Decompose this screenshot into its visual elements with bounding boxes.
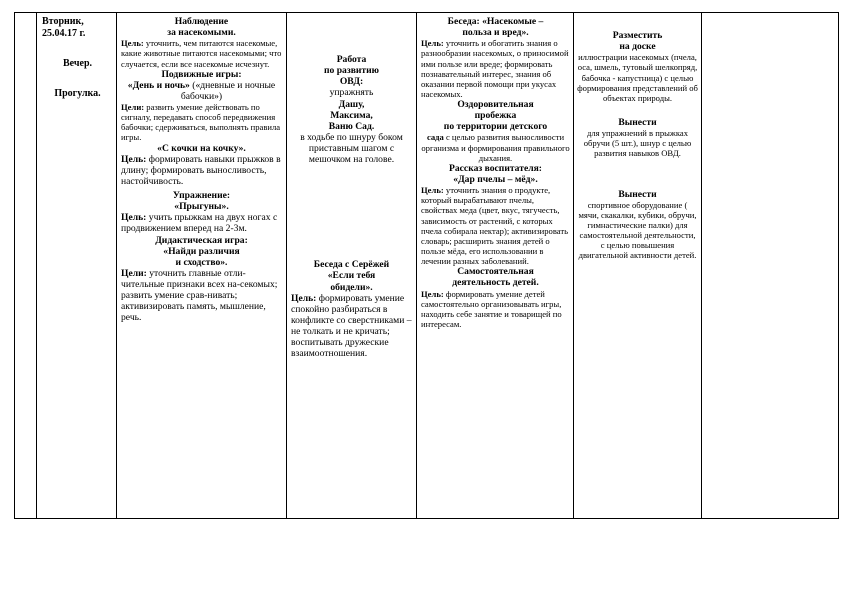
day-label: Вторник, xyxy=(42,16,84,27)
walk-label: Прогулка. xyxy=(54,87,101,99)
health-run-text: сада с целью развития выносливости организма и формирования правильного дыхания. xyxy=(421,132,570,163)
exercise-goal: Цель: учить прыжкам на двух ногах с продвижением вперед на 2-3м. xyxy=(121,212,278,235)
teacher-story-title: Рассказ воспитателя: «Дар пчелы – мёд». xyxy=(449,162,542,186)
column-date xyxy=(37,12,117,518)
place-title: Разместить на доске xyxy=(612,30,663,53)
self-activity-title: Самостоятельная деятельность детей. xyxy=(452,266,539,289)
ovd-work-text: в ходьбе по шнуру боком приставным шагом с мешочком на голове. xyxy=(300,131,403,166)
game2-title: «С кочки на кочку». xyxy=(157,142,246,154)
mobile-games-title: Подвижные игры: xyxy=(161,68,242,80)
bring-equipment-title: Вынести xyxy=(618,188,657,200)
evening-label: Вечер. xyxy=(63,58,92,69)
place-text: иллюстрации насекомых (пчела, оса, шмель, тутовый шелкопряд, бабочка - капустница) с целью формирования представлений об объектах природы. xyxy=(577,52,698,103)
teacher-story-goal: Цель: уточнить знания о продукте, который вырабатывают пчелы, свойствах меда (цвет, вкус, тягучесть, зависимость от растений, с которых пчела собирала нектар); активизировать словарь; расширить знания детей о пользе мёда, его использовании в лечении разных заболеваний. xyxy=(421,185,569,267)
didactic-game-title: Дидактическая игра: «Найди различия и сходство». xyxy=(155,234,248,268)
didactic-game-goal: Цели: уточнить главные отли-чительные признаки всех на-секомых; развить умение срав-нивать; активизировать память, мышление, речь. xyxy=(121,267,278,324)
talk-serezha-title: Беседа с Серёжей «Если тебя обидели». xyxy=(313,259,390,293)
plan-table xyxy=(14,12,839,520)
game2-goal: Цель: формировать навыки прыжков в длину; формировать выносливость, настойчивость. xyxy=(121,153,281,187)
column-environment xyxy=(574,12,702,518)
bring-hoops-text: для упражнений в прыжках обручи (5 шт.), шнур с целью развития навыков ОВД. xyxy=(583,128,692,159)
ovd-work-title: Работа по развитию ОВД: упражнять Дашу, Максима, Ваню Сад. xyxy=(324,54,379,132)
health-run-title: Оздоровительная пробежка по территории детского xyxy=(443,99,548,133)
insects-talk-title: Беседа: «Насекомые – польза и вред». xyxy=(447,16,544,39)
exercise-title: Упражнение: «Прыгуны». xyxy=(172,190,231,213)
column-group-activities xyxy=(117,12,287,518)
self-activity-goal: Цель: формировать умение детей самостоятельно организовывать игры, находить себе занятие и товарищей по интересам. xyxy=(421,288,562,329)
game1-goal: Цели: развить умение действовать по сигналу, передавать способ передвижения бабочки; сдерживаться, выполнять правила игры. xyxy=(121,102,281,143)
column-empty-left xyxy=(14,12,37,518)
column-individual-work xyxy=(287,12,417,518)
observation-goal: Цель: уточнить, чем питаются насекомые, какие животные питаются насекомыми; что случается, если все насекомые исчезнут. xyxy=(121,38,282,69)
observation-title: Наблюдение за насекомыми. xyxy=(167,16,236,39)
bring-hoops-title: Вынести xyxy=(618,116,657,128)
bring-equipment-text: спортивное оборудование ( мячи, скакалки, кубики, обручи, гимнастические палки) для самостоятельной деятельности, с целью повышения двигательной активности детей. xyxy=(578,199,697,261)
insects-talk-goal: Цель: уточнить и обогатить знания о разнообразии насекомых, о приносимой ими пользе или вреде; формировать познавательный интерес, знания об оказании первой помощи при укусах насекомых. xyxy=(421,38,569,99)
column-educational-activities xyxy=(417,12,574,518)
date-label: 25.04.17 г. xyxy=(42,28,86,39)
game1-title: «День и ночь» («дневные и ночные бабочки») xyxy=(127,79,276,102)
column-empty-right xyxy=(702,12,839,518)
talk-serezha-goal: Цель: формировать умение спокойно разбираться в конфликте со сверстниками – не толкать и не кричать; воспитывать дружеские взаимоотношения. xyxy=(291,292,412,360)
table-bottom-border xyxy=(14,518,839,519)
